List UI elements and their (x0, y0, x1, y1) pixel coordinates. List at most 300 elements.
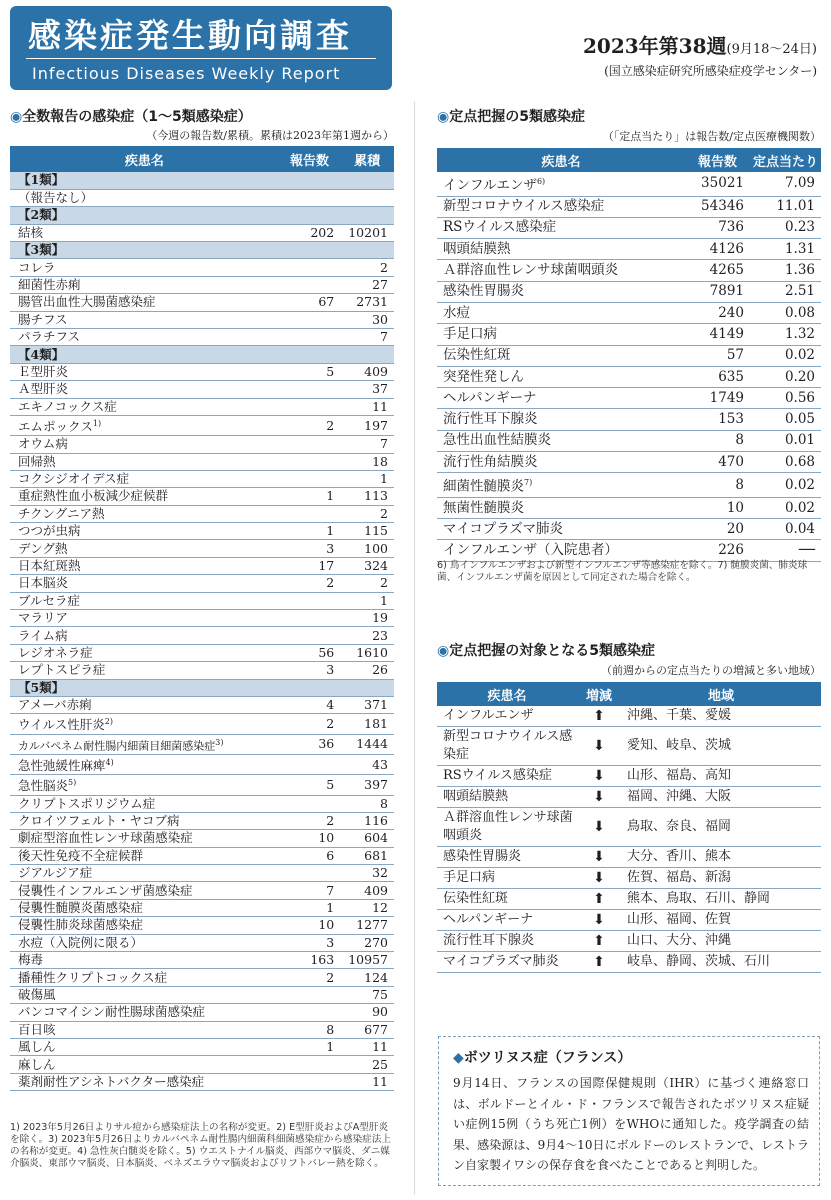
report-count (279, 189, 340, 206)
cumulative-count: 10201 (340, 224, 394, 241)
disease-name (10, 557, 279, 574)
report-count: 1 (279, 523, 340, 540)
disease-name-text: 突発性発しん (443, 368, 524, 385)
disease-name (10, 436, 279, 453)
disease-name (10, 311, 279, 328)
report-count (279, 986, 340, 1003)
disease-name (10, 644, 279, 661)
news-title-text: ボツリヌス症（フランス） (463, 1050, 632, 1066)
table-row (437, 868, 821, 889)
table-row (10, 398, 394, 415)
table-row (10, 1073, 394, 1090)
disease-name (10, 575, 279, 592)
disease-name-text: マラリア (18, 610, 69, 626)
disease-name (10, 415, 279, 435)
disease-name (10, 830, 279, 847)
diamond-icon: ◆ (453, 1050, 464, 1066)
disease-name-text: パラチフス (18, 329, 81, 345)
table-row (10, 847, 394, 864)
disease-name-text: Ａ型肝炎 (18, 381, 69, 397)
notifiable-diseases-table (10, 146, 394, 1091)
disease-name-text: 細菌性髄膜炎 (443, 478, 524, 495)
report-count: 54346 (685, 196, 750, 217)
report-count (279, 1056, 340, 1073)
cumulative-count: 8 (340, 795, 394, 812)
disease-name (10, 934, 279, 951)
report-count: 3 (279, 540, 340, 557)
per-sentinel: 0.56 (750, 388, 821, 409)
report-count (279, 610, 340, 627)
report-count: 3 (279, 934, 340, 951)
table-row (10, 644, 394, 661)
bullet-icon: ◉ (437, 109, 450, 125)
region-list: 山形、福岡、佐賀 (621, 910, 821, 931)
per-sentinel: 0.08 (750, 302, 821, 323)
table-row (437, 366, 821, 387)
report-count: 2 (279, 575, 340, 592)
arrow-down-icon: ⬇ (577, 766, 621, 787)
table-row (437, 766, 821, 787)
region-list: 熊本、鳥取、石川、静岡 (621, 889, 821, 910)
disease-name-text: 流行性角結膜炎 (443, 453, 538, 470)
disease-name-text: 風しん (18, 1039, 56, 1055)
disease-name-text: 咽頭結膜熱 (443, 240, 511, 257)
table-row (10, 812, 394, 829)
disease-name (437, 473, 685, 498)
report-count (279, 398, 340, 415)
table-row (10, 734, 394, 755)
per-sentinel: 0.04 (750, 519, 821, 540)
cumulative-count: 181 (340, 714, 394, 734)
disease-name-text: 回帰熱 (18, 453, 56, 469)
disease-name-text: アメーバ赤痢 (18, 697, 92, 713)
disease-name-text: 侵襲性肺炎球菌感染症 (18, 917, 144, 933)
disease-name (437, 281, 685, 302)
footnote-mark: 5) (68, 778, 77, 788)
disease-name-text: 腸チフス (18, 311, 68, 327)
disease-name (10, 847, 279, 864)
table-row (10, 1004, 394, 1021)
disease-name-text: デング熱 (18, 540, 68, 556)
disease-name-text: つつが虫病 (18, 523, 81, 539)
disease-name (437, 172, 685, 196)
category-label: 【5類】 (10, 679, 394, 696)
disease-name-text: 破傷風 (18, 986, 56, 1002)
table-row (437, 519, 821, 540)
disease-name (10, 986, 279, 1003)
title-rule (26, 58, 376, 59)
section3-title (437, 640, 655, 660)
table-row (10, 662, 394, 679)
table-row (10, 453, 394, 470)
cumulative-count: 113 (340, 488, 394, 505)
table-row (437, 196, 821, 217)
table-row (10, 575, 394, 592)
cumulative-count: 7 (340, 329, 394, 346)
disease-name (437, 239, 685, 260)
cumulative-count: 1610 (340, 644, 394, 661)
disease-name-text: 新型コロナウイルス感染症 (443, 198, 605, 215)
disease-name-text: ヘルパンギーナ (443, 389, 537, 406)
footnote-mark: 2) (104, 717, 113, 727)
section2-title-text: 定点把握の5類感染症 (449, 109, 585, 125)
report-count: 240 (685, 302, 750, 323)
cumulative-count: 2 (340, 505, 394, 522)
cumulative-count: 409 (340, 882, 394, 899)
report-count: 57 (685, 345, 750, 366)
section3-note: （前週からの定点当たりの増減と多い地域） (601, 664, 821, 677)
table-row (437, 706, 821, 727)
arrow-up-icon: ⬆ (577, 952, 621, 973)
disease-name (10, 470, 279, 487)
table-row (437, 808, 821, 847)
table-row (10, 627, 394, 644)
table-row (10, 865, 394, 882)
footnote-mark: 7) (524, 478, 533, 488)
per-sentinel: 0.20 (750, 366, 821, 387)
table-row (10, 523, 394, 540)
report-count: 163 (279, 952, 340, 969)
report-title-banner (10, 6, 392, 90)
cumulative-count: 681 (340, 847, 394, 864)
table-row (437, 302, 821, 323)
cumulative-count: 11 (340, 398, 394, 415)
table-row (10, 557, 394, 574)
footnote-mark: 4) (105, 758, 114, 768)
disease-name (10, 592, 279, 609)
table-row (10, 1021, 394, 1038)
disease-name-text: 重症熱性血小板減少症候群 (18, 488, 169, 504)
per-sentinel: 1.36 (750, 260, 821, 281)
table-row (437, 281, 821, 302)
col-disease: 疾患名 (10, 146, 279, 172)
report-count (279, 453, 340, 470)
disease-name (10, 540, 279, 557)
category-row (10, 207, 394, 224)
region-list: 福岡、沖縄、大阪 (621, 787, 821, 808)
table-row (10, 540, 394, 557)
disease-name-text: ライム病 (18, 627, 68, 643)
disease-name-text: 侵襲性髄膜炎菌感染症 (18, 900, 144, 916)
report-count: 4149 (685, 324, 750, 345)
disease-name (10, 714, 279, 734)
table-row (10, 276, 394, 293)
disease-name (437, 409, 685, 430)
disease-name-text: 無菌性髄膜炎 (443, 499, 524, 516)
footnote-mark: 6) (536, 177, 546, 186)
table-row (10, 899, 394, 916)
report-count: 20 (685, 519, 750, 540)
cumulative-count: 43 (340, 755, 394, 775)
table-row (10, 488, 394, 505)
table-row (10, 363, 394, 380)
disease-name (10, 882, 279, 899)
bullet-icon: ◉ (437, 643, 450, 659)
disease-name (10, 505, 279, 522)
disease-name (10, 1038, 279, 1055)
disease-name-text: 薬剤耐性アシネトバクター感染症 (18, 1073, 205, 1089)
notifiable-diseases-body (10, 172, 394, 1091)
category-label: 【2類】 (10, 207, 394, 224)
table-row (437, 952, 821, 973)
report-count: 8 (279, 1021, 340, 1038)
cumulative-count: 90 (340, 1004, 394, 1021)
cumulative-count: 116 (340, 812, 394, 829)
report-count: 7 (279, 882, 340, 899)
col-count: 報告数 (279, 146, 340, 172)
table-row (10, 470, 394, 487)
disease-name (10, 662, 279, 679)
week-label: 2023年第38週 (583, 34, 727, 58)
per-sentinel: 1.32 (750, 324, 821, 345)
disease-name (10, 488, 279, 505)
report-count (279, 1073, 340, 1090)
table-row (10, 224, 394, 241)
disease-name (10, 1021, 279, 1038)
disease-name-text: エムポックス (18, 419, 93, 435)
cumulative-count: 75 (340, 986, 394, 1003)
table-row (10, 1038, 394, 1055)
disease-name (10, 1004, 279, 1021)
disease-name-text: レジオネラ症 (18, 645, 93, 660)
disease-name (10, 952, 279, 969)
disease-name-text: 百日咳 (18, 1021, 56, 1037)
report-count: 153 (685, 409, 750, 430)
table-row (10, 986, 394, 1003)
table-row (437, 324, 821, 345)
col-disease: 疾患名 (437, 148, 685, 172)
table-row (437, 452, 821, 473)
cumulative-count: 397 (340, 775, 394, 795)
table-row (10, 381, 394, 398)
section1-note: （今週の報告数/累積。累積は2023年第1週から） (146, 129, 394, 142)
col-disease: 疾患名 (437, 682, 577, 706)
cumulative-count: 2 (340, 575, 394, 592)
table-row (437, 388, 821, 409)
disease-name: 感染性胃腸炎 (437, 847, 577, 868)
sentinel-diseases-table (437, 148, 821, 562)
category-row (10, 679, 394, 696)
bullet-icon: ◉ (10, 109, 23, 125)
report-count (279, 329, 340, 346)
arrow-up-icon: ⬆ (577, 889, 621, 910)
table-row (437, 260, 821, 281)
disease-name: 咽頭結膜熱 (437, 787, 577, 808)
category-label: 【3類】 (10, 242, 394, 259)
table-row (437, 910, 821, 931)
disease-name (10, 189, 279, 206)
table-row (10, 934, 394, 951)
report-count (279, 755, 340, 775)
per-sentinel: 2.51 (750, 281, 821, 302)
disease-name-text: 急性弛緩性麻痺 (18, 758, 106, 774)
news-body: 9月14日、フランスの国際保健規則（IHR）に基づく連絡窓口は、ボルドーとイル・ド・フランスで報告されたボツリヌス症疑い症例15例（うち死亡1例）をWHOに通知した。疫学調査の結果、感染源は、9月4～10日にボルドーのレストランで、レストラン自家製イワシの保存食を食べたことであると判明した。 (453, 1076, 809, 1172)
report-count (279, 1004, 340, 1021)
disease-name: Ａ群溶血性レンサ球菌咽頭炎 (437, 808, 577, 847)
cumulative-count: 37 (340, 381, 394, 398)
disease-name: マイコプラズマ肺炎 (437, 952, 577, 973)
cumulative-count: 19 (340, 610, 394, 627)
cumulative-count: 2 (340, 259, 394, 276)
disease-name-text: バンコマイシン耐性腸球菌感染症 (18, 1004, 205, 1020)
disease-name-text: コクシジオイデス症 (18, 471, 130, 487)
table-row (10, 294, 394, 311)
region-list: 大分、香川、熊本 (621, 847, 821, 868)
week-range: (9月18～24日) (726, 42, 817, 57)
disease-name-text: インフルエンザ (443, 177, 537, 194)
per-sentinel: 0.01 (750, 430, 821, 451)
cumulative-count: 25 (340, 1056, 394, 1073)
col-count: 報告数 (685, 148, 750, 172)
table-row (10, 1056, 394, 1073)
report-count (279, 276, 340, 293)
report-count: 6 (279, 847, 340, 864)
table-row (10, 311, 394, 328)
arrow-up-icon: ⬆ (577, 931, 621, 952)
per-sentinel: 0.68 (750, 452, 821, 473)
disease-name-text: 感染性胃腸炎 (443, 283, 524, 300)
arrow-down-icon: ⬇ (577, 808, 621, 847)
report-count: 4126 (685, 239, 750, 260)
region-list: 岐阜、静岡、茨城、石川 (621, 952, 821, 973)
region-list: 佐賀、福島、新潟 (621, 868, 821, 889)
table-row (10, 755, 394, 775)
report-count: 2 (279, 714, 340, 734)
report-count: 67 (279, 294, 340, 311)
disease-name-text: 日本紅斑熱 (18, 558, 81, 574)
report-count: 4 (279, 696, 340, 713)
disease-name-text: 急性出血性結膜炎 (443, 432, 551, 449)
section1-footnote: 1) 2023年5月26日よりサル痘から感染症法上の名称が変更。2) E型肝炎およびA型肝炎を除く。3) 2023年5月26日よりカルバペネム耐性腸内細菌科細菌感染症から感染症法上の名称が変更。4) 急性灰白髄炎を除く。5) ウエストナイル脳炎、西部ウマ脳炎、ダニ媒介脳炎、東部ウマ脳炎、日本脳炎、ベネズエラウマ脳炎およびリフトバレー熱を除く。 (10, 1122, 391, 1169)
disease-name-text: 水痘 (443, 304, 470, 321)
cumulative-count: 12 (340, 899, 394, 916)
disease-name-text: 日本脳炎 (18, 575, 69, 591)
disease-name (437, 302, 685, 323)
report-count: 5 (279, 775, 340, 795)
section2-title (437, 106, 585, 126)
table-row (437, 172, 821, 196)
disease-name-text: 梅毒 (18, 952, 44, 968)
report-count (279, 381, 340, 398)
report-count: 1749 (685, 388, 750, 409)
report-count (279, 592, 340, 609)
table-row (10, 696, 394, 713)
per-sentinel: 0.02 (750, 345, 821, 366)
report-count (279, 795, 340, 812)
table-row (437, 217, 821, 238)
disease-name-text: インフルエンザ（入院患者） (443, 542, 618, 559)
cumulative-count: 115 (340, 523, 394, 540)
arrow-up-icon: ⬆ (577, 706, 621, 727)
disease-name: 伝染性紅斑 (437, 889, 577, 910)
disease-name: ヘルパンギーナ (437, 910, 577, 931)
cumulative-count: 18 (340, 453, 394, 470)
disease-name (10, 734, 279, 755)
per-sentinel: 11.01 (750, 196, 821, 217)
table-row (437, 847, 821, 868)
disease-name (437, 540, 685, 561)
section2-note: （「定点当たり」は報告数/定点医療機関数） (602, 130, 821, 143)
cumulative-count (340, 189, 394, 206)
disease-name: 手足口病 (437, 868, 577, 889)
footnote-mark: 3) (215, 737, 224, 747)
table-row (10, 329, 394, 346)
disease-name (437, 388, 685, 409)
disease-name (10, 917, 279, 934)
table-row (437, 345, 821, 366)
disease-name-text: エキノコックス症 (18, 398, 117, 414)
disease-name (10, 1056, 279, 1073)
per-sentinel: ── (750, 540, 821, 561)
disease-name (10, 899, 279, 916)
report-title-jp: 感染症発生動向調査 (28, 16, 352, 55)
table-row (10, 830, 394, 847)
disease-name: インフルエンザ (437, 706, 577, 727)
report-count: 5 (279, 363, 340, 380)
trend-regions-body (437, 706, 821, 973)
disease-name-text: （報告なし） (18, 190, 94, 206)
cumulative-count: 270 (340, 934, 394, 951)
disease-name-text: ウイルス性肝炎 (18, 717, 105, 733)
disease-name-text: コレラ (18, 259, 56, 275)
per-sentinel: 0.23 (750, 217, 821, 238)
region-list: 山形、福島、高知 (621, 766, 821, 787)
cumulative-count: 11 (340, 1073, 394, 1090)
disease-name-text: Ａ群溶血性レンサ球菌咽頭炎 (443, 262, 619, 279)
disease-name (10, 755, 279, 775)
cumulative-count: 604 (340, 830, 394, 847)
cumulative-count: 1277 (340, 917, 394, 934)
disease-name (10, 775, 279, 795)
report-count: 10 (685, 497, 750, 518)
trend-regions-table (437, 682, 821, 973)
report-count (279, 259, 340, 276)
table-row (10, 592, 394, 609)
report-count: 10 (279, 917, 340, 934)
table-row (437, 540, 821, 561)
column-divider (414, 102, 415, 1194)
report-title-en: Infectious Diseases Weekly Report (32, 64, 341, 83)
table-row (437, 727, 821, 766)
report-week (583, 30, 817, 59)
table-row (10, 259, 394, 276)
report-count: 10 (279, 830, 340, 847)
disease-name-text: 細菌性赤痢 (18, 277, 81, 293)
table-row (10, 436, 394, 453)
disease-name-text: 腸管出血性大腸菌感染症 (18, 294, 156, 310)
disease-name (10, 398, 279, 415)
disease-name (10, 329, 279, 346)
disease-name (10, 381, 279, 398)
report-count: 7891 (685, 281, 750, 302)
table-row (437, 239, 821, 260)
report-count: 56 (279, 644, 340, 661)
report-count: 35021 (685, 172, 750, 196)
region-list: 山口、大分、沖縄 (621, 931, 821, 952)
table-row (10, 882, 394, 899)
table-row (10, 714, 394, 734)
report-count: 8 (685, 430, 750, 451)
table-row (10, 610, 394, 627)
arrow-down-icon: ⬇ (577, 868, 621, 889)
disease-name (10, 795, 279, 812)
cumulative-count: 124 (340, 969, 394, 986)
disease-name-text: 伝染性紅斑 (443, 347, 511, 364)
category-label: 【1類】 (10, 172, 394, 189)
table-row (437, 430, 821, 451)
disease-name (10, 1073, 279, 1090)
disease-name: 流行性耳下腺炎 (437, 931, 577, 952)
